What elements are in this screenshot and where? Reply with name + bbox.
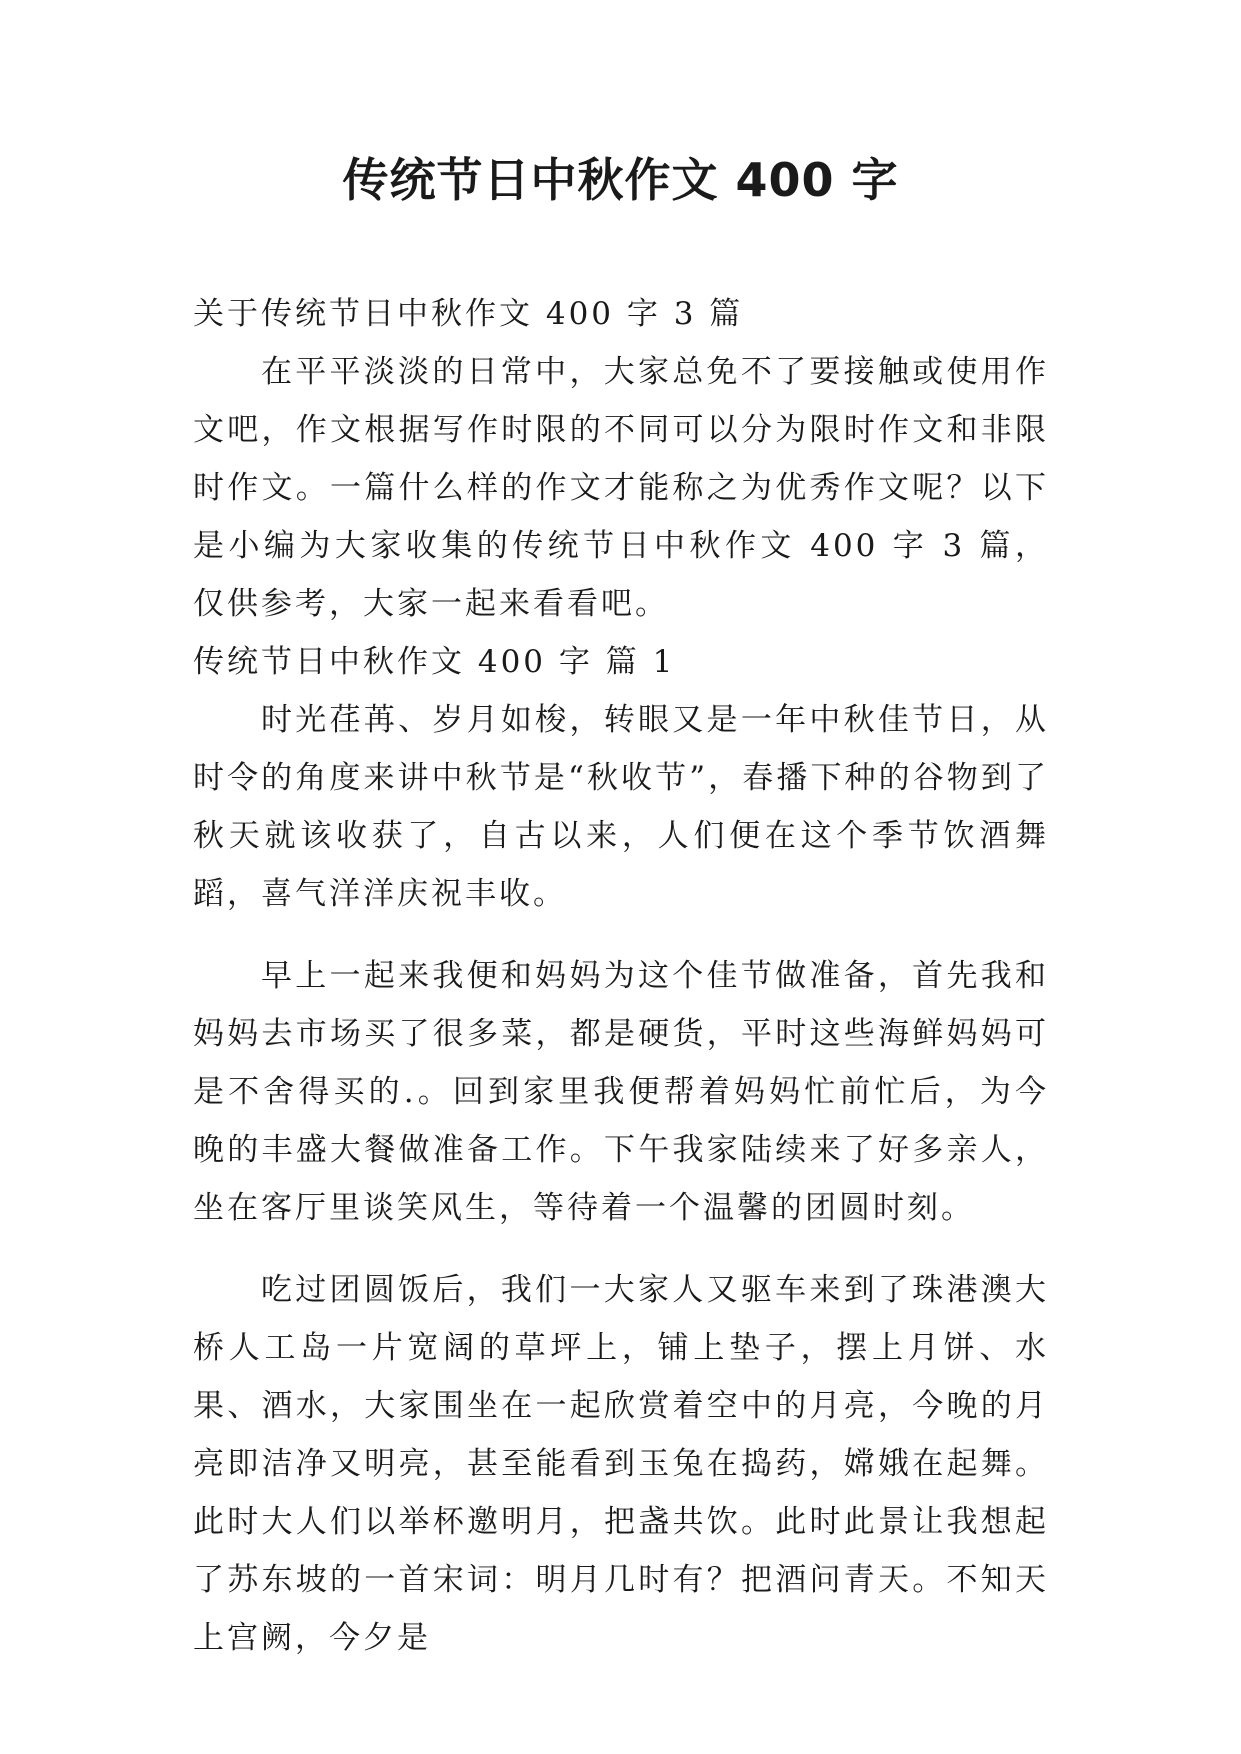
body-paragraph: 早上一起来我便和妈妈为这个佳节做准备，首先我和妈妈去市场买了很多菜，都是硬货，平时这些海鲜妈妈可是不舍得买的.。回到家里我便帮着妈妈忙前忙后，为今晚的丰盛大餐做准备工作。下午我家陆续来了好多亲人，坐在客厅里谈笑风生，等待着一个温馨的团圆时刻。: [193, 958, 1049, 1226]
section-heading: 传统节日中秋作文 400 字 篇 1: [193, 644, 676, 680]
body-paragraph: 吃过团圆饭后，我们一大家人又驱车来到了珠港澳大桥人工岛一片宽阔的草坪上，铺上垫子，摆上月饼、水果、酒水，大家围坐在一起欣赏着空中的月亮，今晚的月亮即洁净又明亮，甚至能看到玉兔在捣药，嫦娥在起舞。此时大人们以举杯邀明月，把盏共饮。此时此景让我想起了苏东坡的一首宋词：明月几时有？把酒问青天。不知天上宫阙，今夕是: [193, 1272, 1049, 1656]
document-body: [193, 285, 1049, 1667]
document-subtitle: 关于传统节日中秋作文 400 字 3 篇: [193, 296, 744, 332]
document-title: 传统节日中秋作文 400 字: [342, 153, 899, 207]
intro-paragraph: 在平平淡淡的日常中，大家总免不了要接触或使用作文吧，作文根据写作时限的不同可以分为限时作文和非限时作文。一篇什么样的作文才能称之为优秀作文呢？以下是小编为大家收集的传统节日中秋作文 400 字 3 篇，仅供参考，大家一起来看看吧。: [193, 354, 1049, 622]
body-paragraph: 时光荏苒、岁月如梭，转眼又是一年中秋佳节日，从时令的角度来讲中秋节是“秋收节”，春播下种的谷物到了秋天就该收获了，自古以来，人们便在这个季节饮酒舞蹈，喜气洋洋庆祝丰收。: [193, 702, 1049, 912]
